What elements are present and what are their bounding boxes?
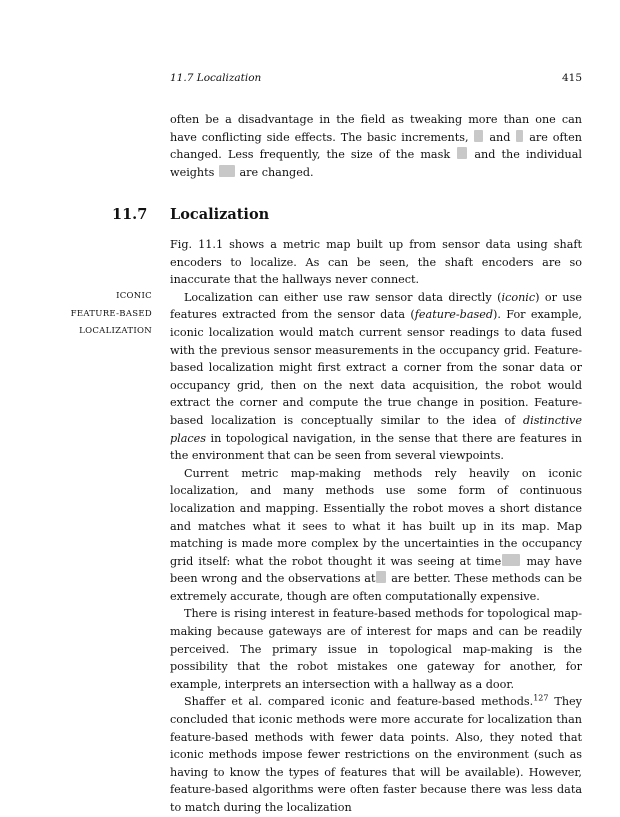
math-symbol-time-n-plus-1 [376, 571, 386, 583]
running-head-section: 11.7 Localization [170, 72, 262, 84]
math-symbol-weights [219, 165, 235, 177]
continued-paragraph [170, 111, 582, 181]
text-run: They concluded that iconic methods were more accurate for localization than feature-based methods with fewer data points. Also, they noted that iconic methods impose fewer restrictions on the environment (such as having to know the types of features that will be available). However, feature-based algorithms were often faster because there was less data to match during the localization [170, 695, 582, 814]
marginal-note-line: FEATURE-BASED [70, 308, 152, 319]
text-run: in topological navigation, in the sense that there are features in the environment that can be seen from several viewpoints. [170, 431, 582, 463]
term-iconic: iconic [501, 290, 536, 304]
text-run: Shaffer et al. compared iconic and feature-based methods. [184, 695, 534, 709]
math-symbol-increment-1 [474, 130, 483, 142]
paragraph-3 [170, 465, 582, 606]
paragraph-4: There is rising interest in feature-based methods for topological map-making because gateways are of interest for maps and can be readily perceived. The primary issue in topological map-making is the possibility that the robot mistakes one gateway for another, for example, interprets an intersection with a hallway as a door. [170, 607, 582, 691]
section-number: 11.7 [112, 206, 148, 223]
text-run: and [484, 130, 516, 144]
term-distinctive-places: distinctive places [170, 413, 582, 445]
page-number: 415 [561, 72, 582, 84]
math-symbol-increment-2 [516, 130, 523, 142]
paragraph [170, 111, 582, 181]
text-run: ) or use features extracted from the sensor data ( [170, 290, 582, 322]
text-run: Localization can either use raw sensor data directly ( [184, 290, 502, 304]
math-symbol-mask [457, 147, 467, 159]
reference-number: 127 [533, 693, 549, 703]
text-run: are changed. [235, 165, 314, 179]
paragraph-5 [170, 693, 582, 816]
text-run: may have been wrong and the observations at [170, 554, 582, 586]
text-run: and the individual weights [170, 148, 582, 179]
text-run: ). For example, iconic localization would match current sensor readings to data fused with the previous sensor measurements in the occupancy grid. Feature-based localization might first extract a corner from the sonar data or occupancy grid, then on the next data acquisition, the robot would extract the corner and compute the true change in position. Feature-based localization is conceptually similar to the idea of [170, 308, 582, 427]
marginal-note-line: LOCALIZATION [79, 326, 152, 337]
paragraph-2 [170, 289, 582, 465]
paragraph-1: Fig. 11.1 shows a metric map built up from sensor data using shaft encoders to localize. As can be seen, the shaft encoders are so inaccurate that the hallways never connect. [170, 238, 582, 287]
section-title: Localization [170, 206, 270, 223]
math-symbol-time-n [502, 554, 520, 566]
section-body [170, 236, 582, 817]
marginal-note-line: ICONIC [116, 291, 152, 301]
text-run: often be a disadvantage in the field as tweaking more than one can have conflicting side effects. The basic increments, [170, 113, 582, 144]
marginal-note [40, 288, 152, 341]
text-run: are better. These methods can be extremely accurate, though are often computationally expensive. [170, 572, 582, 603]
text-run: Current metric map-making methods rely heavily on iconic localization, and many methods use some form of continuous localization and mapping. Essentially the robot moves a short distance and matches what it sees to what it has built up in its map. Map matching is made more complex by the uncertainties in the occupancy grid itself: what the robot thought it was seeing at time [170, 466, 582, 568]
text-run: are often changed. Less frequently, the size of the mask [170, 130, 583, 162]
term-feature-based: feature-based [414, 308, 494, 322]
